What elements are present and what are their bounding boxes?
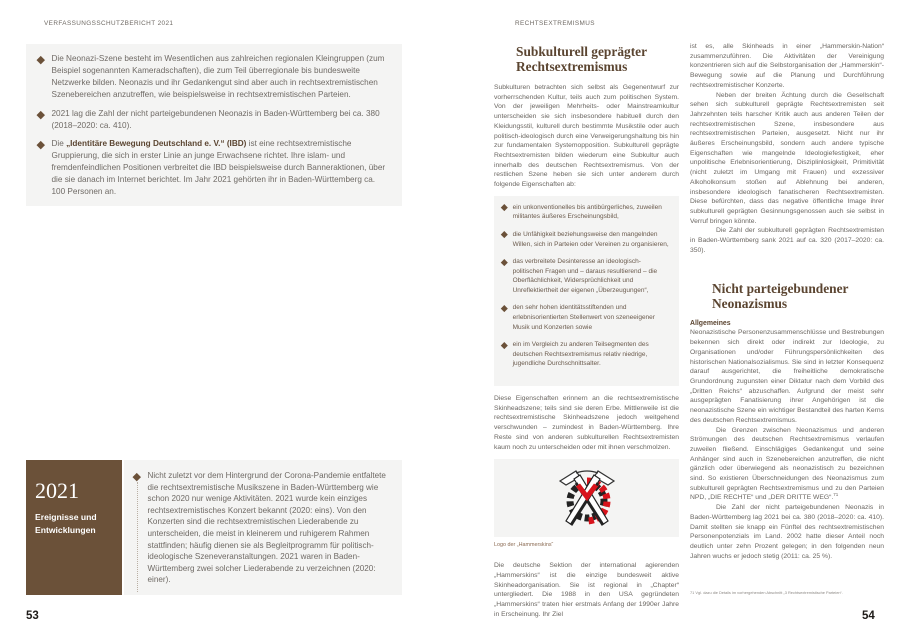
diamond-bullet-icon [37,56,45,64]
characteristic-item [500,257,670,295]
summary-bullet-text [52,138,391,198]
criticism-paragraph: Neben der breiten Ächtung durch die Gesellschaft sehen sich subkulturell geprägte Rechtsextremisten seit Jahrzehnten teils harscher Kritik auch aus anderen Teilen der rechtsextremistischen Szene, insbesondere aus rechtsextremistischen Parteien, ausgesetzt. Nicht nur ihr äußeres Erscheinungsbild, sondern auch andere typische Eigenschaften wie mangelnde Ideologiefestigkeit, eher unpolitische Erlebnisorientierung, Disziplinlosigkeit, Primitivität (nicht zuletzt im Umgang mit Frauen) und exzessiver Alkoholkonsum stoßen auf Ablehnung bei anderen, insbesondere ideologisch fanatischeren Rechtsextremisten. Diese befürchten, dass das negative öffentliche Image ihrer subkulturell geprägten Gesinnungsgenossen auch sie selbst in Verruf bringen könnte. [690,91,884,225]
characteristic-item [500,340,670,369]
hammerskins-logo-icon [552,467,622,529]
characteristic-text: den sehr hohen identitätsstiftenden und erlebnisorientierten Stellenwert von szeneeigener Musik und Konzerten sowie [512,304,655,331]
diamond-bullet-icon [501,259,507,265]
bullet-rest: ist eine rechtsextremistische Gruppierung, die sich in erster Linie an junge Erwachsene richtet. Ihre islam- und fremdenfeindlichen Positionen verbreitet die IBD beispielsweise durch Banneraktionen, über die sie danach im Internet berichtet. Im Jahr 2021 gehörten ihr in Baden-Württemberg ca. 100 Personen an. [51,139,386,196]
summary-bullet [36,108,390,132]
events-box [26,460,402,595]
events-subtitle: Ereignisse und Entwicklungen [35,512,97,535]
events-content [124,460,402,595]
bullet-prefix: Die [51,139,67,148]
events-bullet [132,470,394,586]
diamond-bullet-icon [37,141,45,149]
events-year: 2021 [35,478,79,503]
skinhead-paragraph: Diese Eigenschaften erinnern an die rechtsextremistische Skinheadszene; teils sind sie deren Erbe. Mittlerweile ist die rechtsextremistische Skinheadszene jedoch weitgehend verschwunden – zumindest in Baden-Württemberg. Ihre Reste sind von anderen subkulturellen Rechtsextremisten kaum noch zu unterscheiden oder mit ihnen verschmolzen. [494,395,679,451]
summary-bullet [36,53,390,101]
diamond-bullet-icon [501,305,507,311]
running-head-right: RECHTSEXTREMISMUS [515,20,595,27]
diamond-bullet-icon [133,473,141,481]
section-title-neonazism: Nicht parteigebundener Neonazismus [712,281,849,312]
diamond-bullet-icon [37,110,45,118]
neonazism-paragraph-1: Neonazistische Personenzusammenschlüsse und Bestrebungen bekennen sich direkt oder indirekt zur Ideologie, zu Organisationen und/oder Führungspersönlichkeiten des historischen Nationalsozialismus. Sie sind in letzter Konsequenz darauf ausgerichtet, die freiheitliche demokratische Grundordnung zugunsten einer Diktatur nach dem Vorbild des „Dritten Reichs“ abzuschaffen. Aufgrund der meist sehr ausgeprägten Fanatisierung ihrer Angehörigen ist die neonazistische Szene ein wichtiger Bestandteil des harten Kerns des deutschen Rechtsextremismus. [690,329,884,424]
paragraph-2-text: Die Grenzen zwischen Neonazismus und anderen Strömungen des deutschen Rechtsextremismus verlaufen zuweilen fließend. Einschlägiges Gedankengut und seine Anhänger sind auch in Szenebereichen anzutreffen, die nicht gänzlich oder überwiegend als neonazistisch zu bezeichnen sind. So existieren Überschneidungen des Neonazismus zum subkulturell geprägten Rechtsextremismus und zu den Parteien NPD, „DIE RECHTE“ und „DER DRITTE WEG“. [690,426,884,502]
diamond-bullet-icon [501,204,507,210]
hammerskins-logo-box [494,459,679,537]
diamond-bullet-icon [501,231,507,237]
summary-box [26,44,402,206]
column-left [494,42,679,619]
characteristic-text: die Unfähigkeit beziehungsweise den mangelnden Willen, sich in Parteien oder Vereinen zu organisieren, [512,230,669,248]
logo-caption: Logo der „Hammerskins“ [494,542,554,549]
events-label-panel [26,460,122,595]
characteristic-item [500,203,670,222]
footnote-reference[interactable]: 71 [833,492,839,498]
subculture-intro: Subkulturen betrachten sich selbst als Gegenentwurf zur vorherrschenden Kultur, teils auch zum politischen System. Von der jeweiligen Mehrheits- oder Mainstreamkultur unterscheiden sie sich insbesondere habituell durch den Kleidungsstil, kulturell durch bestimmte Musikstile oder auch politisch-ideologisch durch eine Verweigerungshaltung bis hin zur fundamentalen Systemopposition. Subkulturell geprägte Rechtsextremisten bilden wiederum eine Subkultur auch innerhalb des deutschen Rechtsextremismus. Von der restlichen Szene heben sie sich unter anderem durch folgende Eigenschaften ab: [494,84,679,189]
section-title-subculture: Subkulturell geprägter Rechtsextremismus [516,44,647,74]
footnote: 71 Vgl. dazu die Details im vorhergehenden Abschnitt „3 Rechtsextremistische Parteien“. [690,590,843,595]
ibd-name: „Identitäre Bewegung Deutschland e. V.“ (IBD) [66,139,247,148]
summary-bullet-text: Die Neonazi-Szene besteht im Wesentlichen aus zahlreichen regionalen Kleingruppen (zum Beispiel sogenannten Kameradschaften), die zum Teil überregionale bis bundesweite Netzwerke bilden. Neonazis und ihr Gedankengut sind aber auch in rechtsextremistischen Szenebereichen anzutreffen, wie beispielsweise in rechtsextremistischen Parteien. [51,54,385,99]
summary-bullet-text: 2021 lag die Zahl der nicht parteigebundenen Neonazis in Baden-Württemberg bei ca. 380 (2018–2020: ca. 410). [51,108,380,130]
column-right [690,42,884,561]
hammerskins-continued: ist es, alle Skinheads in einer „Hammerskin-Nation“ zusammenzuführen. Die Aktivitäten der Vereinigung konzentrieren sich auf die Selbstorganisation der „Hammerskin“-Bewegung sowie auf die Planung und Durchführung rechtsextremistischer Konzerte. [690,43,884,89]
characteristic-text: ein unkonventionelles bis antibürgerliches, zuweilen militantes äußeres Erscheinungsbild, [512,203,662,221]
characteristics-box [494,196,679,386]
characteristic-item [500,303,670,332]
subheading-general: Allgemeines [690,320,731,328]
page-number-right: 54 [862,610,875,622]
subculture-count-paragraph: Die Zahl der subkulturell geprägten Rechtsextremisten in Baden-Württemberg sank 2021 auf ca. 320 (2017–2020: ca. 350). [690,227,884,254]
running-head-left: VERFASSUNGSSCHUTZBERICHT 2021 [44,20,174,27]
events-text: Nicht zuletzt vor dem Hintergrund der Corona-Pandemie entfaltete die rechtsextremistische Musikszene in Baden-Württemberg wie schon 2020 nur wenige Aktivitäten. 2021 wurde kein einziges rechtsextremistisches Konzert bekannt (2020: eins). Von den Konzerten sind die rechtsextremistischen Liederabende zu unterscheiden, die meist in kleinerem und ruhigerem Rahmen stattfinden; häufig dienen sie als Begleitprogramm für politisch-ideologische Szeneveranstaltungen. 2021 waren in Baden-Württemberg zwei solcher Liederabende zu verzeichnen (2020: einer). [147,471,386,585]
summary-bullet [36,138,390,198]
hammerskins-paragraph: Die deutsche Sektion der international agierenden „Hammerskins“ ist die einzige bundesweit aktive Skinheadorganisation. Sie ist regional in „Chapter“ untergliedert. Die 1988 in den USA gegründeten „Hammerskins“ traten hier erstmals Anfang der 1990er Jahre in Erscheinung. Ihr Ziel [494,562,679,618]
diamond-bullet-icon [501,342,507,348]
neonazism-paragraph-2 [690,426,884,504]
dotted-divider [137,482,138,592]
neonazism-paragraph-3: Die Zahl der nicht parteigebundenen Neonazis in Baden-Württemberg lag 2021 bei ca. 380 (2018–2020: ca. 410). Damit stellten sie knapp ein Fünftel des rechtsextremistischen Personenpotenzials im Land. 2002 hatte dieser Anteil noch deutlich unter zehn Prozent gelegen; in den folgenden neun Jahren wuchs er jedoch stetig (2011: ca. 25 %). [690,504,884,560]
characteristic-item [500,230,670,249]
characteristic-text: ein im Vergleich zu anderen Teilsegmenten des deutschen Rechtsextremismus relativ niedrige, jugendliche Durchschnittsalter. [512,341,649,368]
page-number-left: 53 [26,610,39,622]
characteristic-text: das verbreitete Desinteresse an ideologisch-politischen Fragen und – daraus resultierend – die Oberflächlichkeit, Widersprüchlichkeit und Unreflektiertheit der eigenen „Überzeugungen“, [512,258,658,294]
